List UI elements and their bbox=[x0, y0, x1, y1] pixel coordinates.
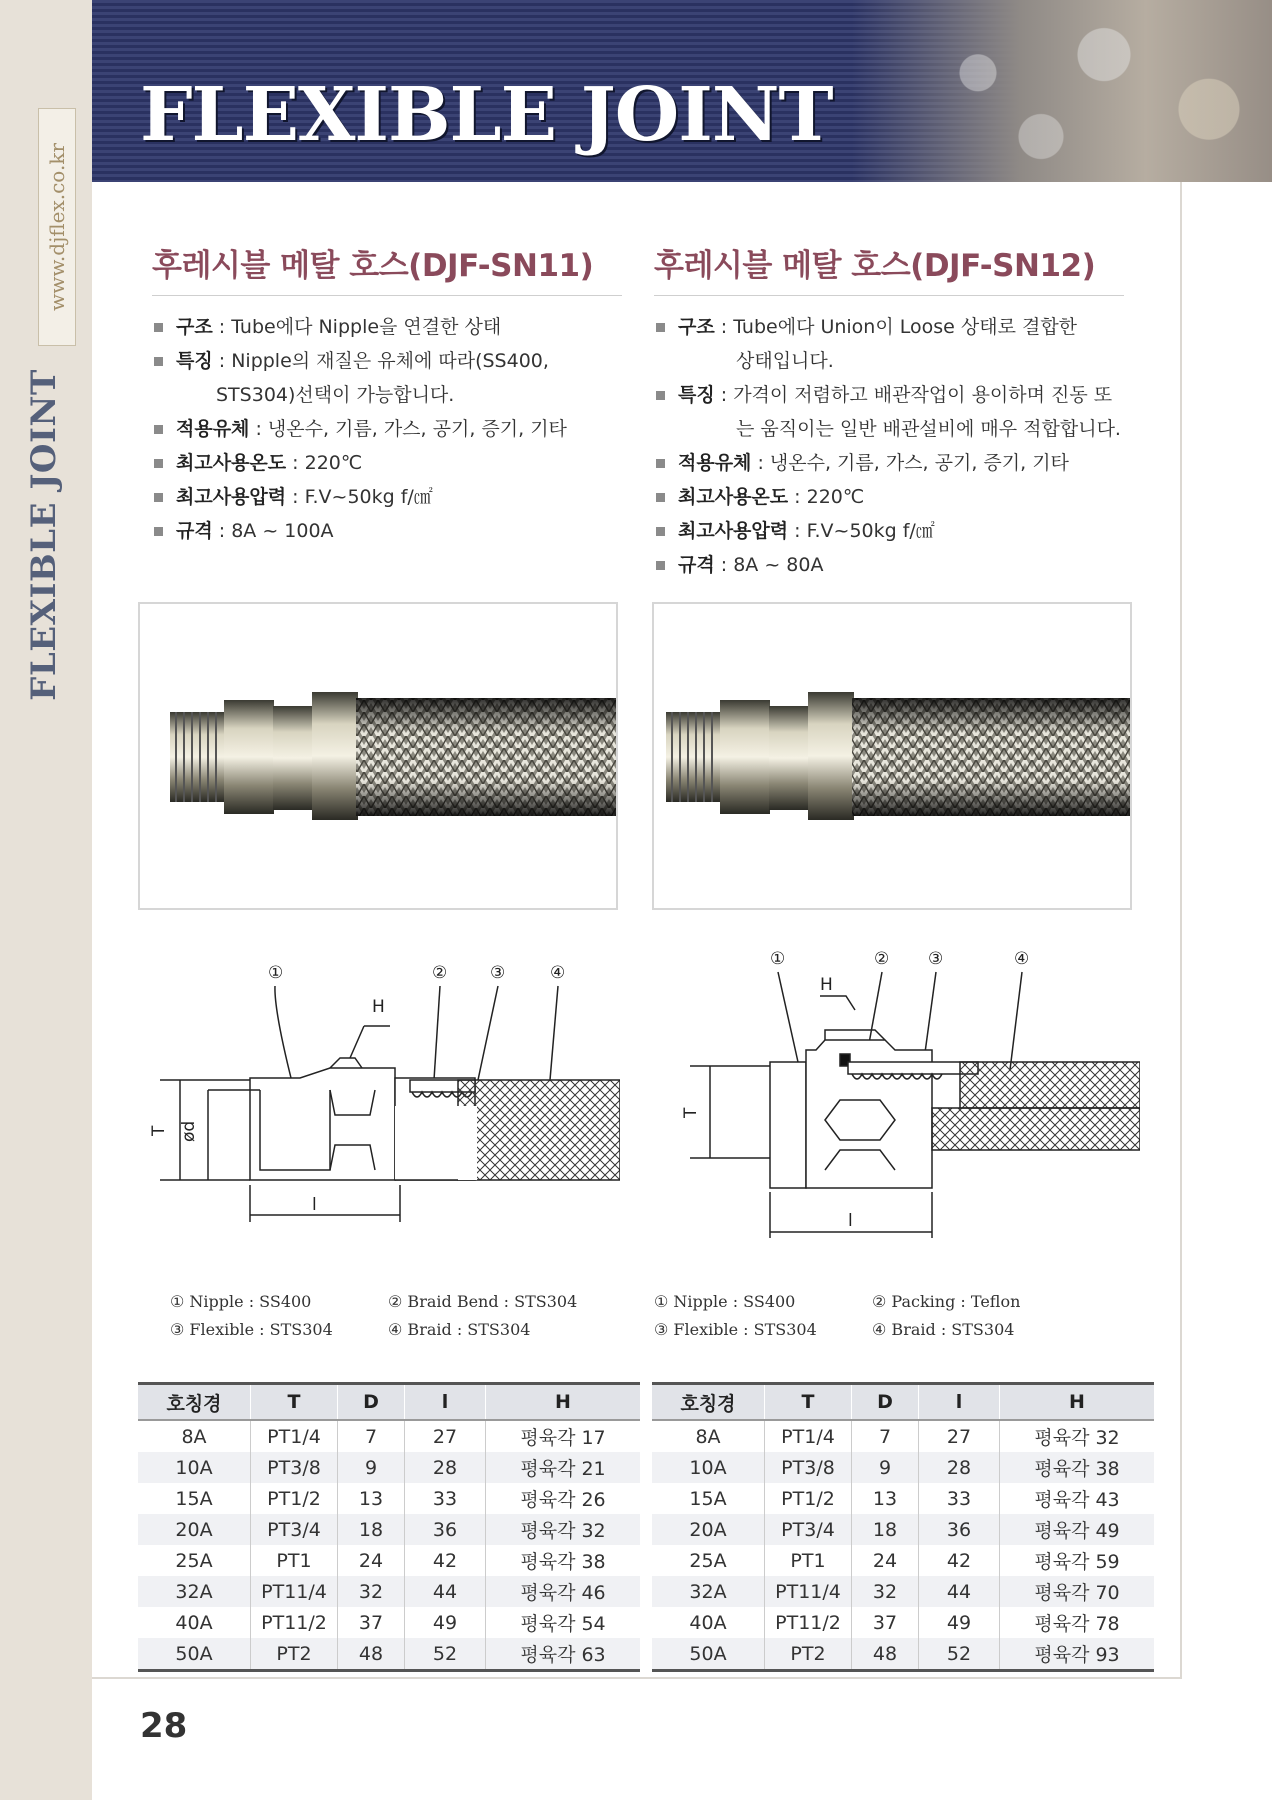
table-cell: 40A bbox=[689, 1611, 727, 1634]
spec-item bbox=[152, 446, 622, 480]
table-cell: PT1/2 bbox=[765, 1483, 852, 1514]
table-row bbox=[138, 1607, 640, 1638]
table-row bbox=[138, 1483, 640, 1514]
table-cell: 49 bbox=[405, 1607, 486, 1638]
spec-item bbox=[152, 480, 622, 514]
table-cell: PT3/8 bbox=[765, 1452, 852, 1483]
spec-value: : Tube에다 Union이 Loose 상태로 결합한 bbox=[714, 316, 1078, 338]
table-row bbox=[138, 1545, 640, 1576]
table-cell: 평육각 49 bbox=[1000, 1514, 1155, 1545]
table-cell: 40A bbox=[175, 1611, 213, 1634]
table-cell: 평육각 46 bbox=[486, 1576, 641, 1607]
label-T: T bbox=[150, 1125, 169, 1136]
callout-3: ③ bbox=[928, 949, 944, 969]
spec-value: : 220℃ bbox=[788, 486, 865, 508]
spec-value: : 가격이 저렴하고 배관작업이 용이하며 진동 또 bbox=[714, 384, 1113, 406]
column-header: T bbox=[251, 1384, 338, 1421]
table-cell: PT3/8 bbox=[251, 1452, 338, 1483]
page-title: FLEXIBLE JOINT bbox=[140, 72, 833, 158]
table-body bbox=[652, 1420, 1154, 1671]
spec-value: : 8A ~ 80A bbox=[714, 554, 824, 576]
table-cell: 28 bbox=[405, 1452, 486, 1483]
table-cell: 평육각 21 bbox=[486, 1452, 641, 1483]
table-header-row bbox=[138, 1384, 640, 1421]
table-row bbox=[652, 1576, 1154, 1607]
spec-item bbox=[152, 310, 622, 344]
spec-item bbox=[152, 344, 622, 378]
table-cell: 18 bbox=[338, 1514, 405, 1545]
table-body bbox=[138, 1420, 640, 1671]
callout-1: ① bbox=[268, 963, 284, 983]
callout-2: ② bbox=[874, 949, 890, 969]
table-row bbox=[138, 1576, 640, 1607]
diagram-sn12 bbox=[670, 940, 1140, 1240]
spec-key: 특징 bbox=[678, 384, 715, 406]
product-photo-sn11 bbox=[138, 602, 618, 910]
table-cell: 7 bbox=[338, 1420, 405, 1452]
spec-key: 최고사용온도 bbox=[176, 452, 287, 474]
legend-item: ④ Braid : STS304 bbox=[872, 1320, 1015, 1339]
header-photo bbox=[852, 0, 1272, 182]
spec-value: : F.V~50kg f/㎠ bbox=[286, 486, 433, 508]
table-cell: 33 bbox=[919, 1483, 1000, 1514]
table-cell: PT3/4 bbox=[765, 1514, 852, 1545]
table-cell: 평육각 93 bbox=[1000, 1638, 1155, 1671]
column-header: H bbox=[486, 1384, 641, 1421]
table-cell: PT1/2 bbox=[251, 1483, 338, 1514]
table-cell: 24 bbox=[852, 1545, 919, 1576]
table-cell: PT1/4 bbox=[251, 1420, 338, 1452]
sidebar bbox=[0, 0, 92, 1800]
spec-value: : Tube에다 Nipple을 연결한 상태 bbox=[212, 316, 502, 338]
left-spec-list bbox=[152, 310, 622, 548]
callout-4: ④ bbox=[1014, 949, 1030, 969]
table-cell: 9 bbox=[852, 1452, 919, 1483]
table-cell: 10A bbox=[652, 1452, 765, 1483]
table-cell: 48 bbox=[852, 1638, 919, 1671]
table-row bbox=[652, 1452, 1154, 1483]
hose-photo-illustration bbox=[654, 604, 1130, 908]
table-row bbox=[138, 1420, 640, 1452]
spec-value: : 냉온수, 기름, 가스, 공기, 증기, 기타 bbox=[751, 452, 1069, 474]
table-cell: 13 bbox=[338, 1483, 405, 1514]
table-cell: 32 bbox=[852, 1576, 919, 1607]
table-cell: 9 bbox=[338, 1452, 405, 1483]
page-number: 28 bbox=[140, 1706, 188, 1746]
column-header: D bbox=[852, 1384, 919, 1421]
table-cell: 15A bbox=[689, 1487, 727, 1510]
table-cell: 평육각 63 bbox=[486, 1638, 641, 1671]
table-cell: PT11/2 bbox=[765, 1607, 852, 1638]
table-cell: 18 bbox=[852, 1514, 919, 1545]
table-row bbox=[138, 1452, 640, 1483]
left-product-title: 후레시블 메탈 호스(DJF-SN11) bbox=[152, 240, 622, 296]
table-cell: 52 bbox=[919, 1638, 1000, 1671]
label-od: ød bbox=[179, 1120, 199, 1142]
table-row bbox=[138, 1514, 640, 1545]
spec-key: 적용유체 bbox=[176, 418, 250, 440]
legend-sn11 bbox=[170, 1288, 610, 1344]
table-cell: 20A bbox=[138, 1514, 251, 1545]
table-cell: 32 bbox=[338, 1576, 405, 1607]
table-cell: PT1/4 bbox=[765, 1420, 852, 1452]
table-cell: 13 bbox=[852, 1483, 919, 1514]
column-header: D bbox=[338, 1384, 405, 1421]
right-product-section bbox=[654, 240, 1124, 582]
cross-section-drawing bbox=[150, 940, 620, 1240]
spec-item bbox=[654, 310, 1124, 344]
hose-photo-illustration bbox=[140, 604, 616, 908]
legend-sn12 bbox=[654, 1288, 1094, 1344]
table-cell: 37 bbox=[852, 1607, 919, 1638]
table-cell: PT1 bbox=[251, 1545, 338, 1576]
spec-value: : Nipple의 재질은 유체에 따라(SS400, bbox=[212, 350, 549, 372]
spec-continuation: 상태입니다. bbox=[736, 350, 834, 372]
table-cell: 48 bbox=[338, 1638, 405, 1671]
table-cell: 44 bbox=[405, 1576, 486, 1607]
table-row bbox=[652, 1545, 1154, 1576]
sidebar-url-box bbox=[38, 108, 76, 346]
table-cell: PT2 bbox=[765, 1638, 852, 1671]
table-cell: 평육각 59 bbox=[1000, 1545, 1155, 1576]
table-cell: 10A bbox=[138, 1452, 251, 1483]
spec-key: 최고사용압력 bbox=[678, 520, 789, 542]
spec-key: 특징 bbox=[176, 350, 213, 372]
column-header: l bbox=[919, 1384, 1000, 1421]
spec-item bbox=[654, 480, 1124, 514]
legend-item: ① Nipple : SS400 bbox=[170, 1292, 312, 1311]
sidebar-title-box bbox=[14, 360, 74, 710]
table-cell: 37 bbox=[338, 1607, 405, 1638]
table-cell: 평육각 17 bbox=[486, 1420, 641, 1452]
product-photo-sn12 bbox=[652, 602, 1132, 910]
callout-1: ① bbox=[770, 949, 786, 969]
legend-item: ② Packing : Teflon bbox=[872, 1292, 1021, 1311]
spec-key: 규격 bbox=[176, 520, 213, 542]
table-cell: 7 bbox=[852, 1420, 919, 1452]
spec-value: : 냉온수, 기름, 가스, 공기, 증기, 기타 bbox=[249, 418, 567, 440]
label-H: H bbox=[820, 975, 833, 995]
table-cell: PT11/4 bbox=[765, 1576, 852, 1607]
table-cell: 25A bbox=[689, 1549, 727, 1572]
column-header: l bbox=[405, 1384, 486, 1421]
table-cell: 42 bbox=[405, 1545, 486, 1576]
spec-key: 구조 bbox=[176, 316, 213, 338]
table-cell: 28 bbox=[919, 1452, 1000, 1483]
spec-item bbox=[654, 446, 1124, 480]
table-cell: 평육각 70 bbox=[1000, 1576, 1155, 1607]
table-cell: 44 bbox=[919, 1576, 1000, 1607]
table-cell: 8A bbox=[181, 1425, 207, 1448]
diagram-sn11 bbox=[150, 940, 620, 1240]
column-header: T bbox=[765, 1384, 852, 1421]
table-cell: 33 bbox=[405, 1483, 486, 1514]
table-cell: 24 bbox=[338, 1545, 405, 1576]
table-cell: 25A bbox=[175, 1549, 213, 1572]
callout-2: ② bbox=[432, 963, 448, 983]
column-header: 호칭경 bbox=[652, 1384, 765, 1421]
sidebar-url: www.djflex.co.kr bbox=[45, 142, 69, 312]
table-row bbox=[138, 1638, 640, 1671]
spec-key: 적용유체 bbox=[678, 452, 752, 474]
spec-value: : F.V~50kg f/㎠ bbox=[788, 520, 935, 542]
callout-4: ④ bbox=[550, 963, 566, 983]
spec-key: 최고사용온도 bbox=[678, 486, 789, 508]
table-row bbox=[652, 1420, 1154, 1452]
table-cell: PT11/4 bbox=[251, 1576, 338, 1607]
table-cell: 평육각 32 bbox=[1000, 1420, 1155, 1452]
spec-item bbox=[152, 412, 622, 446]
right-product-title: 후레시블 메탈 호스(DJF-SN12) bbox=[654, 240, 1124, 296]
table-row bbox=[652, 1483, 1154, 1514]
table-cell: PT3/4 bbox=[251, 1514, 338, 1545]
spec-table-sn12 bbox=[652, 1382, 1154, 1672]
column-header: H bbox=[1000, 1384, 1155, 1421]
label-H: H bbox=[372, 997, 385, 1017]
table-cell: 평육각 54 bbox=[486, 1607, 641, 1638]
legend-item: ③ Flexible : STS304 bbox=[654, 1320, 817, 1339]
label-T: T bbox=[681, 1107, 701, 1118]
label-l: l bbox=[848, 1211, 853, 1231]
table-cell: PT1 bbox=[765, 1545, 852, 1576]
table-cell: PT2 bbox=[251, 1638, 338, 1671]
spec-value: : 220℃ bbox=[286, 452, 363, 474]
table-cell: 50A bbox=[138, 1638, 251, 1671]
table-cell: 32A bbox=[138, 1576, 251, 1607]
table-cell: 평육각 43 bbox=[1000, 1483, 1155, 1514]
table-cell: 36 bbox=[919, 1514, 1000, 1545]
spec-item bbox=[654, 378, 1124, 412]
spec-continuation: STS304)선택이 가능합니다. bbox=[216, 384, 455, 406]
table-cell: PT11/2 bbox=[251, 1607, 338, 1638]
table-row bbox=[652, 1607, 1154, 1638]
spec-key: 최고사용압력 bbox=[176, 486, 287, 508]
column-header: 호칭경 bbox=[138, 1384, 251, 1421]
table-cell: 8A bbox=[695, 1425, 721, 1448]
spec-key: 규격 bbox=[678, 554, 715, 576]
spec-value: : 8A ~ 100A bbox=[212, 520, 334, 542]
table-cell: 27 bbox=[405, 1420, 486, 1452]
table-cell: 27 bbox=[919, 1420, 1000, 1452]
spec-item bbox=[152, 514, 622, 548]
spec-item bbox=[654, 514, 1124, 548]
right-spec-list bbox=[654, 310, 1124, 582]
legend-item: ① Nipple : SS400 bbox=[654, 1292, 796, 1311]
table-row bbox=[652, 1638, 1154, 1671]
sidebar-title: FLEXIBLE JOINT bbox=[24, 369, 64, 701]
table-cell: 32A bbox=[652, 1576, 765, 1607]
spec-item bbox=[654, 548, 1124, 582]
table-row bbox=[652, 1514, 1154, 1545]
table-cell: 20A bbox=[652, 1514, 765, 1545]
legend-item: ④ Braid : STS304 bbox=[388, 1320, 531, 1339]
callout-3: ③ bbox=[490, 963, 506, 983]
legend-item: ③ Flexible : STS304 bbox=[170, 1320, 333, 1339]
label-l: l bbox=[312, 1195, 317, 1215]
table-header-row bbox=[652, 1384, 1154, 1421]
table-cell: 52 bbox=[405, 1638, 486, 1671]
cross-section-drawing bbox=[670, 940, 1140, 1240]
left-product-section bbox=[152, 240, 622, 548]
table-cell: 평육각 38 bbox=[1000, 1452, 1155, 1483]
table-cell: 50A bbox=[652, 1638, 765, 1671]
table-cell: 평육각 38 bbox=[486, 1545, 641, 1576]
table-cell: 36 bbox=[405, 1514, 486, 1545]
table-cell: 42 bbox=[919, 1545, 1000, 1576]
header-banner bbox=[92, 0, 1272, 182]
table-cell: 15A bbox=[175, 1487, 213, 1510]
table-cell: 평육각 26 bbox=[486, 1483, 641, 1514]
table-cell: 49 bbox=[919, 1607, 1000, 1638]
table-cell: 평육각 78 bbox=[1000, 1607, 1155, 1638]
spec-continuation: 는 움직이는 일반 배관설비에 매우 적합합니다. bbox=[736, 418, 1121, 440]
legend-item: ② Braid Bend : STS304 bbox=[388, 1292, 578, 1311]
table-cell: 평육각 32 bbox=[486, 1514, 641, 1545]
spec-table-sn11 bbox=[138, 1382, 640, 1672]
spec-key: 구조 bbox=[678, 316, 715, 338]
